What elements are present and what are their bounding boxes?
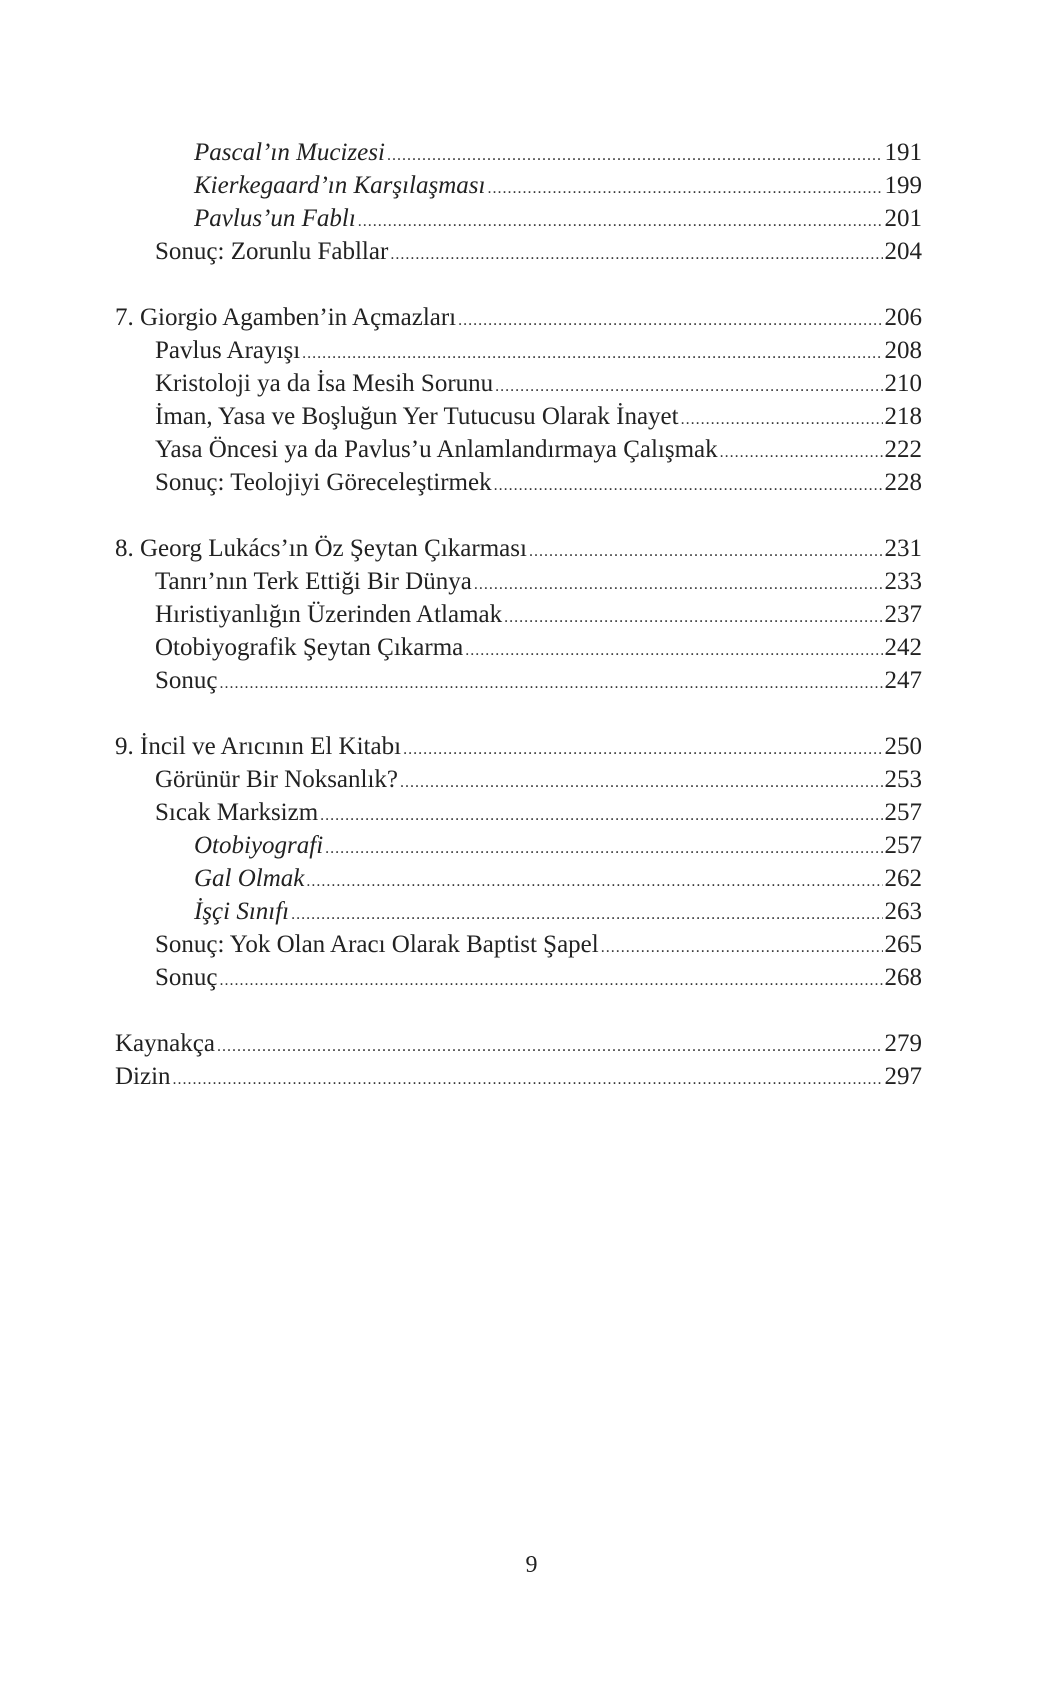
toc-section-entry (115, 334, 922, 367)
toc-entry-page: 231 (884, 535, 922, 562)
toc-dot-leader (387, 139, 883, 172)
toc-dot-leader (306, 865, 882, 898)
toc-entry-page: 262 (884, 865, 922, 892)
toc-dot-leader (529, 535, 883, 568)
toc-entry-title: Dizin (115, 1063, 171, 1090)
toc-dot-leader (403, 733, 882, 766)
toc-section-entry (115, 565, 922, 598)
table-of-contents (115, 136, 922, 1093)
toc-dot-leader (494, 469, 883, 502)
toc-section-entry (115, 961, 922, 994)
toc-entry-page: 218 (884, 403, 922, 430)
toc-dot-leader (495, 370, 882, 403)
toc-dot-leader (681, 403, 883, 436)
toc-entry-title: Hıristiyanlığın Üzerinden Atlamak (155, 601, 503, 628)
toc-dot-leader (217, 1030, 883, 1063)
toc-dot-leader (390, 238, 882, 271)
toc-section-entry (115, 400, 922, 433)
toc-entry-title: Tanrı’nın Terk Ettiği Bir Dünya (155, 568, 472, 595)
toc-entry-page: 199 (884, 172, 922, 199)
toc-dot-leader (320, 799, 882, 832)
toc-dot-leader (220, 964, 883, 997)
toc-entry-title: Görünür Bir Noksanlık? (155, 766, 399, 793)
toc-entry-page: 237 (884, 601, 922, 628)
toc-entry-title: İşçi Sınıfı (194, 898, 290, 925)
toc-entry-title: Sonuç (155, 964, 218, 991)
toc-section-entry (115, 862, 922, 895)
toc-entry-page: 206 (884, 304, 922, 331)
toc-entry-title: Yasa Öncesi ya da Pavlus’u Anlamlandırmaya Çalışmak (155, 436, 718, 463)
toc-entry-page: 210 (884, 370, 922, 397)
toc-section-entry (115, 664, 922, 697)
toc-entry-title: Otobiyografik Şeytan Çıkarma (155, 634, 464, 661)
toc-entry-page: 247 (884, 667, 922, 694)
toc-entry-page: 253 (884, 766, 922, 793)
toc-entry-title: Pavlus Arayışı (155, 337, 301, 364)
toc-section-entry (115, 202, 922, 235)
toc-entry-page: 279 (884, 1030, 922, 1057)
toc-entry-title: Otobiyografi (194, 832, 324, 859)
toc-section-entry (115, 631, 922, 664)
toc-dot-leader (601, 931, 883, 964)
toc-entry-page: 228 (884, 469, 922, 496)
toc-entry-page: 265 (884, 931, 922, 958)
toc-entry-title: Kierkegaard’ın Karşılaşması (194, 172, 486, 199)
toc-dot-leader (325, 832, 882, 865)
toc-section-entry (115, 466, 922, 499)
toc-entry-title: Sonuç: Zorunlu Fabllar (155, 238, 389, 265)
toc-section-entry (115, 169, 922, 202)
toc-entry-page: 263 (884, 898, 922, 925)
toc-section-entry (115, 895, 922, 928)
toc-section-entry (115, 796, 922, 829)
toc-entry-page: 257 (884, 799, 922, 826)
toc-entry-page: 233 (884, 568, 922, 595)
toc-chapter-entry (115, 1027, 922, 1060)
toc-entry-page: 222 (884, 436, 922, 463)
toc-entry-title: Pavlus’un Fablı (194, 205, 356, 232)
toc-entry-title: 9. İncil ve Arıcının El Kitabı (115, 733, 402, 760)
toc-section-entry (115, 136, 922, 169)
toc-dot-leader (504, 601, 882, 634)
toc-entry-title: Sonuç: Teolojiyi Göreceleştirmek (155, 469, 492, 496)
toc-dot-leader (487, 172, 882, 205)
toc-entry-title: Sonuç (155, 667, 218, 694)
toc-entry-page: 297 (884, 1063, 922, 1090)
toc-entry-title: 7. Giorgio Agamben’in Açmazları (115, 304, 457, 331)
toc-entry-title: Sıcak Marksizm (155, 799, 319, 826)
page-number: 9 (525, 1552, 538, 1578)
toc-dot-leader (291, 898, 882, 931)
toc-entry-page: 204 (884, 238, 922, 265)
toc-entry-title: Kaynakça (115, 1030, 215, 1057)
toc-entry-page: 208 (884, 337, 922, 364)
toc-chapter-entry (115, 730, 922, 763)
toc-chapter-entry (115, 532, 922, 565)
toc-dot-leader (458, 304, 882, 337)
toc-section-entry (115, 367, 922, 400)
toc-dot-leader (220, 667, 883, 700)
toc-entry-title: 8. Georg Lukács’ın Öz Şeytan Çıkarması (115, 535, 527, 562)
toc-dot-leader (358, 205, 883, 238)
toc-entry-title: Pascal’ın Mucizesi (194, 139, 385, 166)
toc-entry-title: Gal Olmak (194, 865, 305, 892)
toc-chapter-entry (115, 301, 922, 334)
toc-dot-leader (302, 337, 882, 370)
toc-dot-leader (465, 634, 882, 667)
toc-section-entry (115, 763, 922, 796)
toc-section-entry (115, 598, 922, 631)
toc-entry-title: Sonuç: Yok Olan Aracı Olarak Baptist Şapel (155, 931, 599, 958)
toc-section-entry (115, 829, 922, 862)
toc-entry-page: 191 (884, 139, 922, 166)
toc-section-entry (115, 928, 922, 961)
toc-section-entry (115, 235, 922, 268)
toc-entry-page: 257 (884, 832, 922, 859)
toc-entry-page: 242 (884, 634, 922, 661)
toc-section-entry (115, 433, 922, 466)
toc-entry-page: 201 (884, 205, 922, 232)
toc-entry-page: 268 (884, 964, 922, 991)
toc-entry-title: Kristoloji ya da İsa Mesih Sorunu (155, 370, 494, 397)
toc-entry-page: 250 (884, 733, 922, 760)
toc-dot-leader (400, 766, 882, 799)
toc-entry-title: İman, Yasa ve Boşluğun Yer Tutucusu Olarak İnayet (155, 403, 679, 430)
toc-chapter-entry (115, 1060, 922, 1093)
toc-dot-leader (720, 436, 883, 469)
toc-dot-leader (474, 568, 883, 601)
toc-dot-leader (173, 1063, 883, 1096)
